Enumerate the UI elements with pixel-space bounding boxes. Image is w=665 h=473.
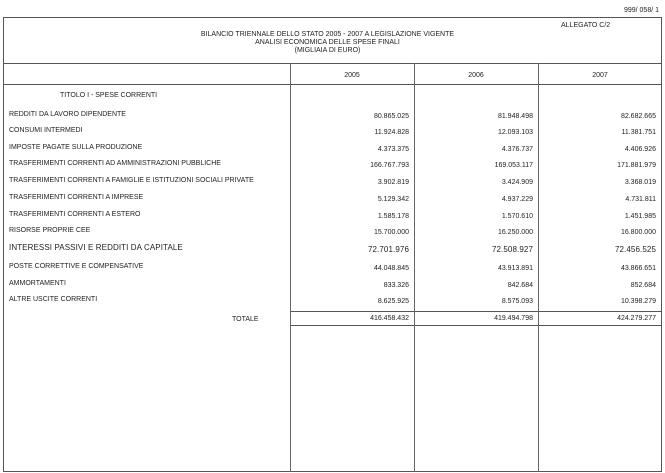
- row-value-2007: 171.881.979: [617, 162, 656, 169]
- row-value-2006: 12.093.103: [497, 129, 533, 136]
- header-divider-bottom: [3, 84, 662, 85]
- attachment-label: ALLEGATO C/2: [561, 22, 611, 29]
- total-value-2005: 416.458.432: [370, 315, 409, 322]
- total-value-2007: 424.279.277: [617, 315, 656, 322]
- row-value-2005: 4.373.375: [377, 146, 409, 153]
- row-label: TRASFERIMENTI CORRENTI A ESTERO: [9, 211, 141, 218]
- column-divider-1: [290, 63, 291, 472]
- row-label: TRASFERIMENTI CORRENTI A IMPRESE: [9, 194, 144, 201]
- row-label: POSTE CORRETTIVE E COMPENSATIVE: [9, 263, 144, 270]
- title-line-1: BILANCIO TRIENNALE DELLO STATO 2005 - 2007 A LEGISLAZIONE VIGENTE: [200, 31, 455, 38]
- row-value-2007: 11.381.751: [621, 129, 656, 136]
- row-label: TRASFERIMENTI CORRENTI A FAMIGLIE E ISTITUZIONI SOCIALI PRIVATE: [9, 177, 254, 184]
- total-label: TOTALE: [232, 316, 259, 323]
- row-value-2006: 16.250.000: [497, 229, 533, 236]
- row-value-2006: 8.575.093: [501, 298, 533, 305]
- title-line-2: ANALISI ECONOMICA DELLE SPESE FINALI: [255, 39, 400, 46]
- row-value-2006: 72.508.927: [491, 245, 533, 254]
- section-title: TITOLO I - SPESE CORRENTI: [60, 92, 158, 99]
- row-value-2005: 833.326: [383, 282, 409, 289]
- row-value-2005: 72.701.976: [367, 245, 409, 254]
- row-value-2006: 1.570.610: [501, 213, 533, 220]
- row-label: REDDITI DA LAVORO DIPENDENTE: [9, 111, 126, 118]
- report-title: [150, 31, 505, 55]
- row-value-2007: 10.398.279: [620, 298, 656, 305]
- row-value-2007: 43.866.651: [620, 265, 656, 272]
- total-value-2006: 419.494.798: [494, 315, 533, 322]
- row-value-2005: 1.585.178: [377, 213, 409, 220]
- row-label: AMMORTAMENTI: [9, 280, 66, 287]
- row-value-2006: 4.937.229: [501, 196, 533, 203]
- row-label: ALTRE USCITE CORRENTI: [9, 296, 98, 303]
- row-label: IMPOSTE PAGATE SULLA PRODUZIONE: [9, 144, 143, 151]
- row-label: TRASFERIMENTI CORRENTI AD AMMINISTRAZIONI PUBBLICHE: [9, 160, 221, 167]
- row-value-2006: 43.913.891: [497, 265, 533, 272]
- row-value-2007: 82.682.665: [620, 113, 656, 120]
- row-value-2005: 166.767.793: [370, 162, 409, 169]
- column-divider-3: [538, 63, 539, 472]
- row-value-2005: 44.048.845: [373, 265, 409, 272]
- row-value-2006: 842.684: [507, 282, 533, 289]
- row-value-2005: 15.700.000: [373, 229, 409, 236]
- total-divider-top: [290, 311, 662, 312]
- row-value-2005: 11.924.828: [374, 129, 409, 136]
- row-label: CONSUMI INTERMEDI: [9, 127, 83, 134]
- row-label: RISORSE PROPRIE CEE: [9, 227, 91, 234]
- header-divider-top: [3, 63, 662, 64]
- column-header-2007: 2007: [592, 72, 608, 79]
- row-value-2006: 169.053.117: [494, 162, 533, 169]
- row-value-2007: 1.451.985: [624, 213, 656, 220]
- column-divider-2: [414, 63, 415, 472]
- row-value-2006: 3.424.909: [501, 179, 533, 186]
- row-label: INTERESSI PASSIVI E REDDITI DA CAPITALE: [9, 243, 183, 252]
- row-value-2006: 81.948.498: [497, 113, 533, 120]
- row-value-2005: 3.902.819: [377, 179, 409, 186]
- row-value-2007: 4.731.811: [625, 196, 656, 203]
- row-value-2007: 16.800.000: [620, 229, 656, 236]
- row-value-2005: 80.865.025: [373, 113, 409, 120]
- row-value-2007: 4.406.926: [624, 146, 656, 153]
- row-value-2006: 4.376.737: [501, 146, 533, 153]
- row-value-2005: 8.625.925: [377, 298, 409, 305]
- column-header-2006: 2006: [468, 72, 484, 79]
- total-divider-bottom: [290, 325, 662, 326]
- column-header-2005: 2005: [344, 72, 360, 79]
- row-value-2005: 5.129.342: [377, 196, 409, 203]
- row-value-2007: 3.368.019: [624, 179, 656, 186]
- title-line-3: (MIGLIAIA DI EURO): [294, 47, 361, 54]
- row-value-2007: 72.456.525: [614, 245, 656, 254]
- row-value-2007: 852.684: [630, 282, 656, 289]
- document-reference: 999/ 058/ 1: [623, 7, 659, 14]
